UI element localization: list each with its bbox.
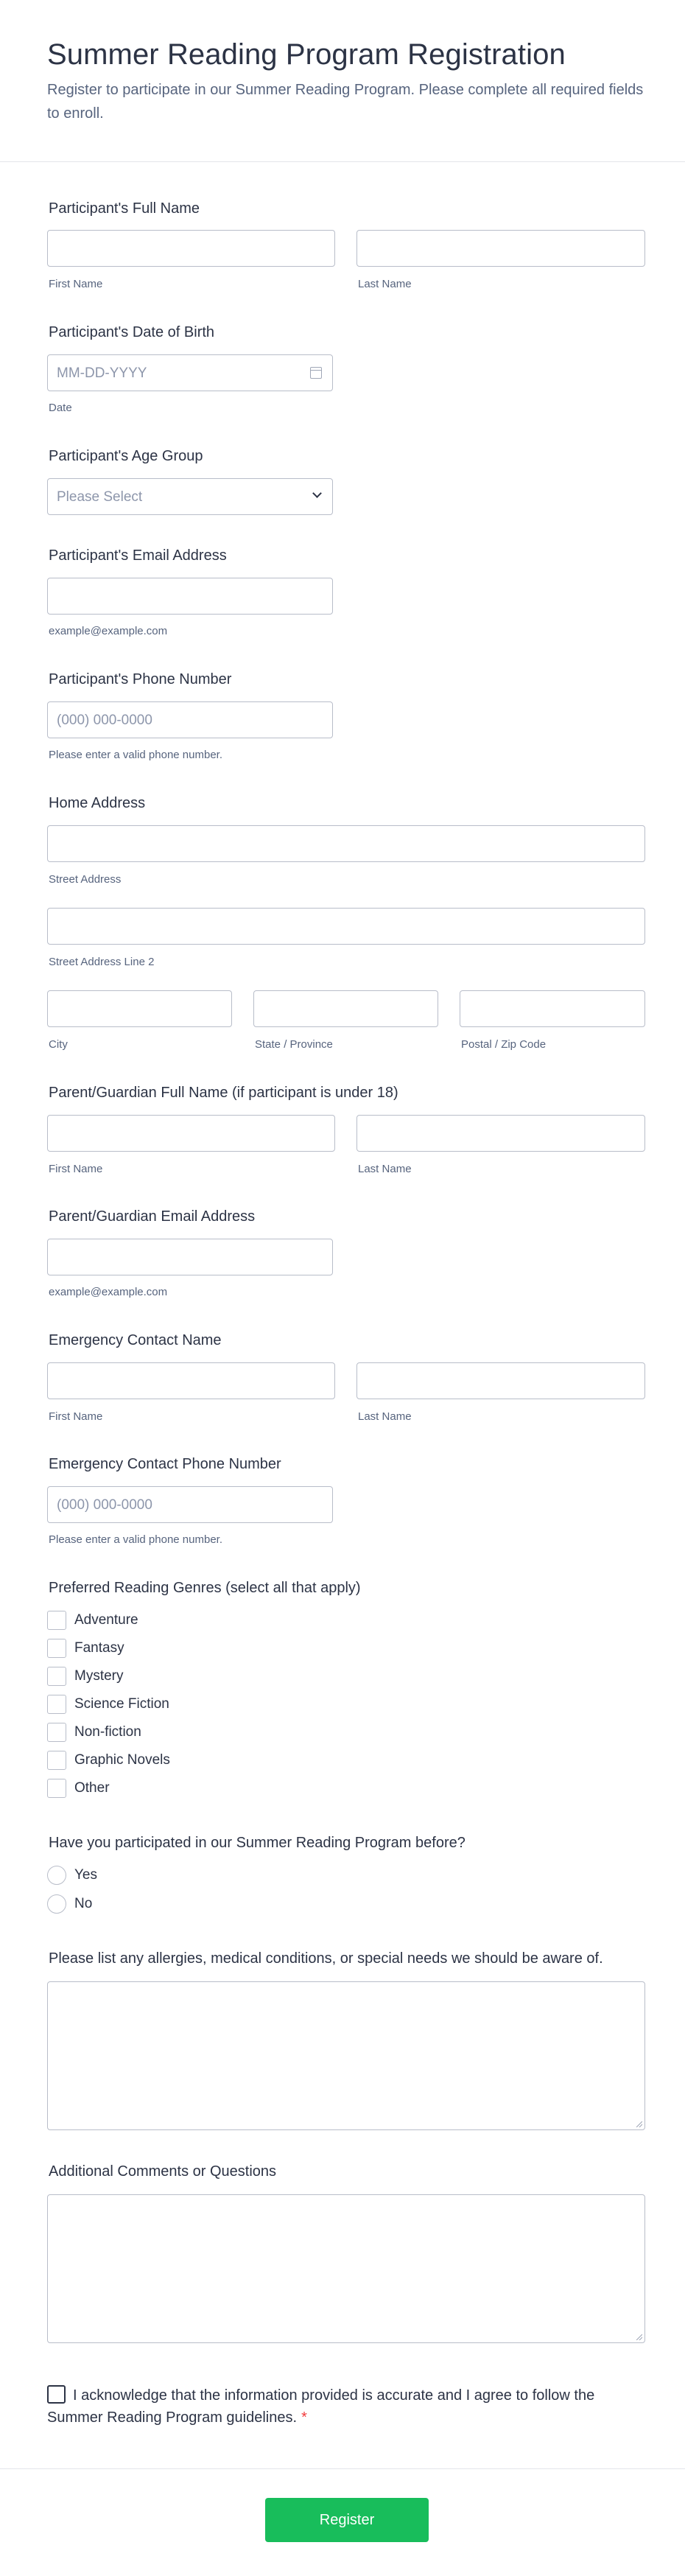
participated-label: Have you participated in our Summer Reading Program before? <box>49 1835 466 1851</box>
first-name-sublabel: First Name <box>49 278 103 290</box>
required-mark: * <box>301 2409 307 2426</box>
option-label: No <box>74 1896 93 1911</box>
checkbox[interactable] <box>47 1723 66 1742</box>
form-description: Register to participate in our Summer Reading Program. Please complete all required fields to enroll. <box>47 82 644 122</box>
participant-last-name-input[interactable] <box>356 230 645 267</box>
guardian-first-name-input[interactable] <box>47 1115 335 1152</box>
phone-input[interactable] <box>47 701 333 738</box>
emergency-first-name-input[interactable] <box>47 1362 335 1399</box>
guardian-email-input[interactable] <box>47 1239 333 1275</box>
option-label: Non-fiction <box>74 1724 141 1740</box>
checkbox[interactable] <box>47 1779 66 1798</box>
street-address-line2-sublabel: Street Address Line 2 <box>49 956 155 968</box>
calendar-icon[interactable] <box>310 367 322 379</box>
emergency-phone-label: Emergency Contact Phone Number <box>49 1456 281 1472</box>
option-label: Other <box>74 1780 110 1796</box>
participant-first-name-input[interactable] <box>47 230 335 267</box>
checkbox[interactable] <box>47 1611 66 1630</box>
genres-label: Preferred Reading Genres (select all that apply) <box>49 1580 361 1596</box>
city-input[interactable] <box>47 990 232 1027</box>
phone-placeholder: (000) 000-0000 <box>57 713 152 728</box>
emergency-phone-sublabel: Please enter a valid phone number. <box>49 1533 222 1546</box>
emergency-last-name-input[interactable] <box>356 1362 645 1399</box>
allergies-label: Please list any allergies, medical conditions, or special needs we should be aware of. <box>49 1950 603 1967</box>
checkbox[interactable] <box>47 1751 66 1770</box>
comments-label: Additional Comments or Questions <box>49 2163 277 2180</box>
street-address-input[interactable] <box>47 825 645 862</box>
emergency-first-sublabel: First Name <box>49 1410 103 1423</box>
age-group-label: Participant's Age Group <box>49 448 203 464</box>
dob-label: Participant's Date of Birth <box>49 324 215 340</box>
email-sublabel: example@example.com <box>49 625 168 637</box>
emergency-phone-placeholder: (000) 000-0000 <box>57 1497 152 1513</box>
form-title: Summer Reading Program Registration <box>47 38 566 71</box>
street-address-sublabel: Street Address <box>49 873 122 886</box>
state-input[interactable] <box>253 990 438 1027</box>
chevron-down-icon <box>312 489 322 498</box>
address-label: Home Address <box>49 795 146 811</box>
guardian-first-sublabel: First Name <box>49 1163 103 1175</box>
guardian-last-sublabel: Last Name <box>358 1163 412 1175</box>
allergies-textarea[interactable] <box>47 1981 645 2130</box>
email-input[interactable] <box>47 578 333 615</box>
resize-handle-icon[interactable] <box>636 2334 642 2340</box>
city-sublabel: City <box>49 1038 68 1051</box>
comments-textarea[interactable] <box>47 2194 645 2343</box>
age-group-placeholder: Please Select <box>57 489 143 505</box>
option-label: Yes <box>74 1867 97 1883</box>
acknowledge-checkbox[interactable] <box>47 2385 66 2404</box>
option-label: Fantasy <box>74 1640 124 1656</box>
option-label: Science Fiction <box>74 1696 169 1712</box>
dob-input[interactable] <box>47 354 333 391</box>
option-label: Adventure <box>74 1612 138 1628</box>
zip-sublabel: Postal / Zip Code <box>461 1038 547 1051</box>
resize-handle-icon[interactable] <box>636 2121 642 2127</box>
form-header <box>0 0 685 162</box>
participant-name-label: Participant's Full Name <box>49 200 200 217</box>
dob-placeholder: MM-DD-YYYY <box>57 365 147 381</box>
radio[interactable] <box>47 1894 66 1914</box>
email-label: Participant's Email Address <box>49 547 227 564</box>
dob-sublabel: Date <box>49 402 72 414</box>
guardian-email-sublabel: example@example.com <box>49 1286 168 1298</box>
option-label: Mystery <box>74 1668 124 1684</box>
emergency-phone-input[interactable] <box>47 1486 333 1523</box>
guardian-name-label: Parent/Guardian Full Name (if participant is under 18) <box>49 1085 398 1101</box>
acknowledge-text: I acknowledge that the information provided is accurate and I agree to follow the Summer Reading Program guidelines. <box>47 2387 595 2426</box>
guardian-last-name-input[interactable] <box>356 1115 645 1152</box>
last-name-sublabel: Last Name <box>358 278 412 290</box>
checkbox[interactable] <box>47 1695 66 1714</box>
zip-input[interactable] <box>460 990 645 1027</box>
checkbox[interactable] <box>47 1667 66 1686</box>
option-label: Graphic Novels <box>74 1752 170 1768</box>
age-group-select[interactable] <box>47 478 333 515</box>
phone-sublabel: Please enter a valid phone number. <box>49 749 222 761</box>
acknowledge-field[interactable] <box>47 2384 607 2429</box>
emergency-last-sublabel: Last Name <box>358 1410 412 1423</box>
footer-divider <box>0 2468 685 2469</box>
checkbox[interactable] <box>47 1639 66 1658</box>
phone-label: Participant's Phone Number <box>49 671 232 687</box>
state-sublabel: State / Province <box>255 1038 333 1051</box>
guardian-email-label: Parent/Guardian Email Address <box>49 1208 256 1225</box>
street-address-line2-input[interactable] <box>47 908 645 945</box>
radio[interactable] <box>47 1866 66 1885</box>
register-button[interactable]: Register <box>265 2498 429 2542</box>
emergency-name-label: Emergency Contact Name <box>49 1332 222 1348</box>
